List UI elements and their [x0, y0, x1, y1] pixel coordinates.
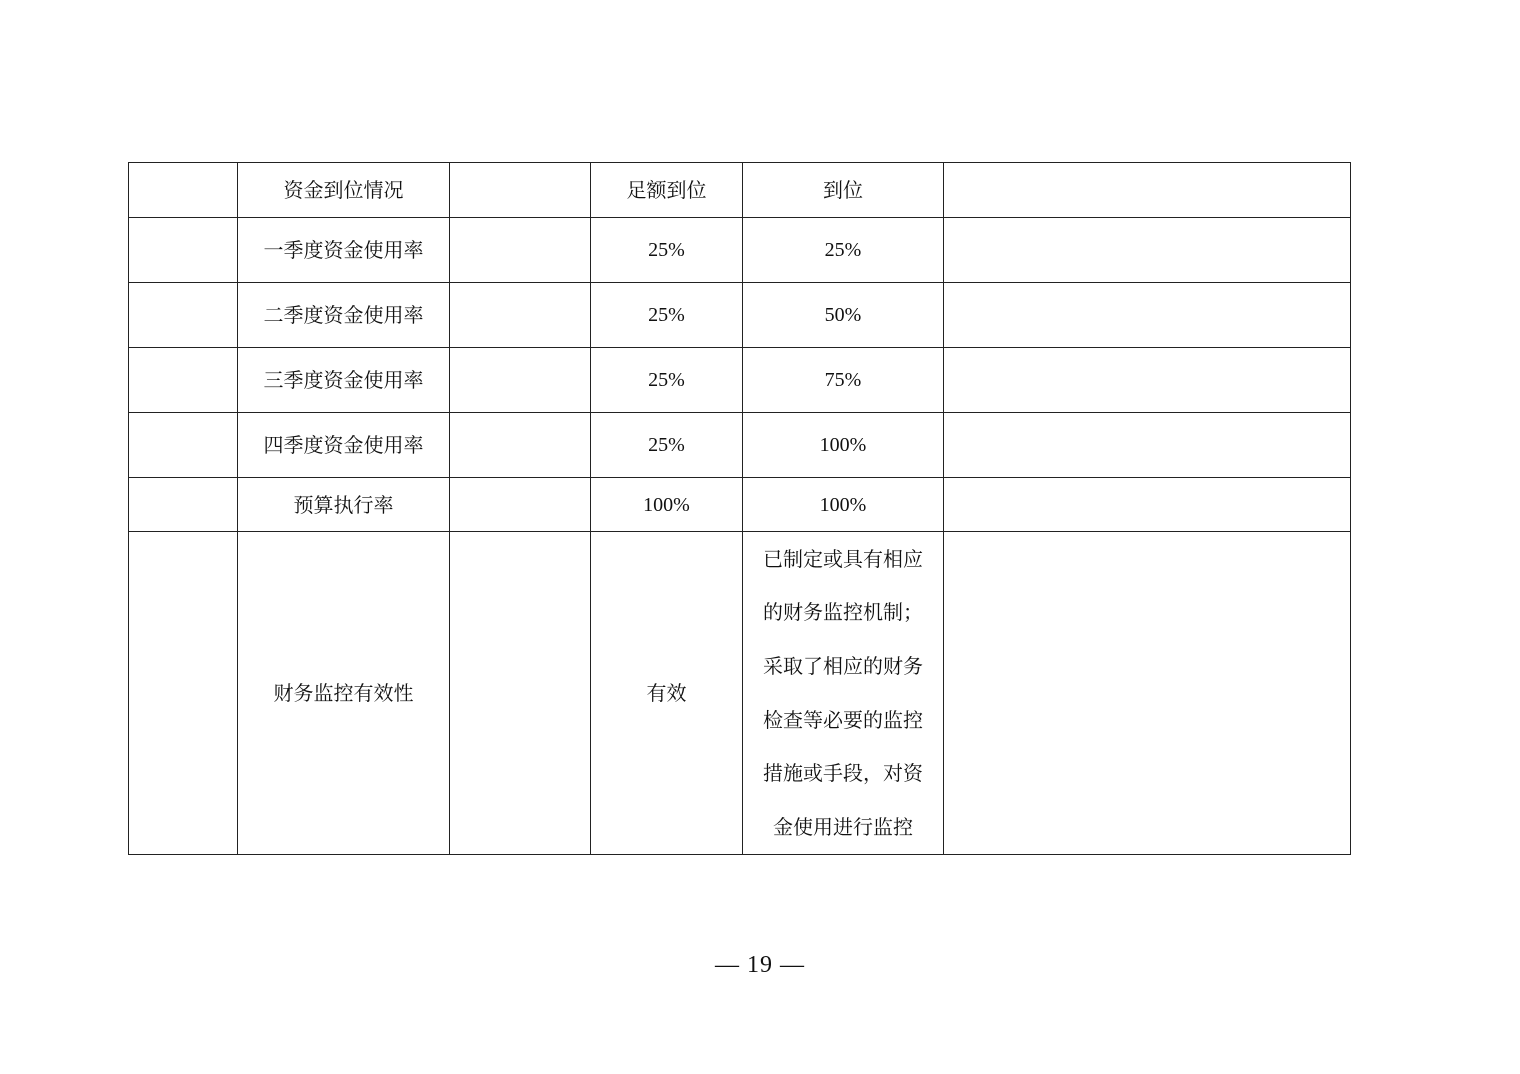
indicator-cell: 预算执行率	[238, 478, 450, 532]
actual-cell: 25%	[743, 218, 944, 283]
note-cell	[944, 163, 1351, 218]
category-cell	[129, 283, 238, 348]
actual-line: 金使用进行监控	[773, 815, 913, 840]
blank-cell	[450, 283, 591, 348]
actual-cell: 到位	[743, 163, 944, 218]
note-cell	[944, 218, 1351, 283]
category-cell	[129, 163, 238, 218]
table-row	[129, 163, 1351, 218]
actual-line: 采取了相应的财务	[763, 654, 923, 679]
blank-cell	[450, 478, 591, 532]
target-cell: 25%	[591, 413, 743, 478]
actual-line: 的财务监控机制；	[763, 600, 923, 625]
actual-line: 检查等必要的监控	[763, 707, 923, 732]
category-cell	[129, 218, 238, 283]
target-cell: 有效	[591, 532, 743, 855]
category-cell	[129, 348, 238, 413]
blank-cell	[450, 163, 591, 218]
table-row	[129, 413, 1351, 478]
actual-line: 措施或手段，对资	[763, 761, 923, 786]
category-cell	[129, 532, 238, 855]
category-cell	[129, 413, 238, 478]
blank-cell	[450, 218, 591, 283]
table-row	[129, 348, 1351, 413]
category-cell	[129, 478, 238, 532]
actual-cell	[743, 532, 944, 855]
actual-cell: 100%	[743, 478, 944, 532]
table-row	[129, 532, 1351, 855]
note-cell	[944, 532, 1351, 855]
indicator-cell: 一季度资金使用率	[238, 218, 450, 283]
target-cell: 100%	[591, 478, 743, 532]
target-cell: 足额到位	[591, 163, 743, 218]
target-cell: 25%	[591, 283, 743, 348]
blank-cell	[450, 348, 591, 413]
indicator-cell: 二季度资金使用率	[238, 283, 450, 348]
note-cell	[944, 413, 1351, 478]
actual-cell: 75%	[743, 348, 944, 413]
indicator-cell: 四季度资金使用率	[238, 413, 450, 478]
page-number: — 19 —	[715, 952, 805, 978]
target-cell: 25%	[591, 218, 743, 283]
indicator-cell: 资金到位情况	[238, 163, 450, 218]
table-row	[129, 218, 1351, 283]
table-row	[129, 283, 1351, 348]
blank-cell	[450, 532, 591, 855]
indicator-cell: 三季度资金使用率	[238, 348, 450, 413]
table-row	[129, 478, 1351, 532]
actual-cell: 100%	[743, 413, 944, 478]
actual-cell: 50%	[743, 283, 944, 348]
actual-line: 已制定或具有相应	[763, 546, 923, 571]
target-cell: 25%	[591, 348, 743, 413]
note-cell	[944, 348, 1351, 413]
actual-description	[743, 532, 943, 854]
performance-indicator-table	[128, 162, 1351, 855]
indicator-cell: 财务监控有效性	[238, 532, 450, 855]
blank-cell	[450, 413, 591, 478]
note-cell	[944, 283, 1351, 348]
note-cell	[944, 478, 1351, 532]
